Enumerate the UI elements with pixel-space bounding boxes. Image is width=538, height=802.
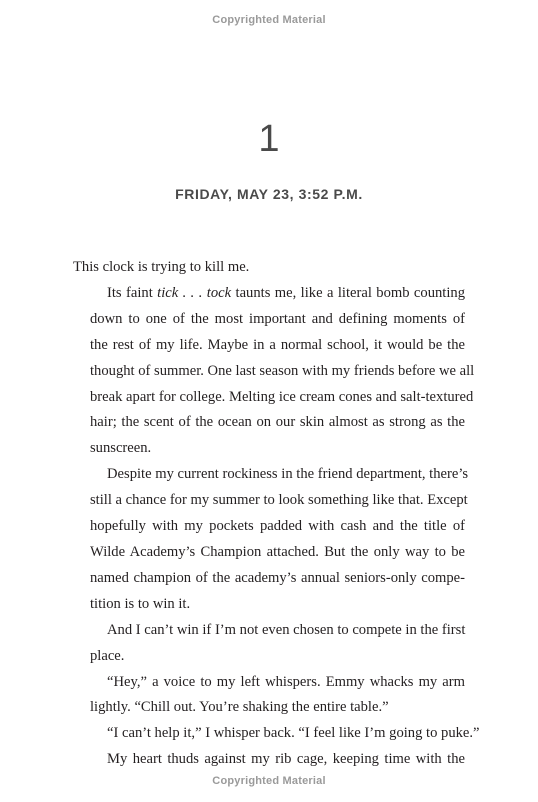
text-line: lightly. “Chill out. You’re shaking the entire table.” <box>90 699 389 716</box>
text-line: Despite my current rockiness in the friend department, there’s <box>107 466 469 483</box>
text-line: My heart thuds against my rib cage, keeping time with the <box>107 751 465 768</box>
text-line: hair; the scent of the ocean on our skin almost as strong as the <box>90 414 465 431</box>
text-fragment: taunts me, like a literal bomb counting <box>231 284 465 301</box>
text-line: place. <box>90 647 125 664</box>
paragraph <box>73 281 475 462</box>
emphasis-text: tick . . . tock <box>157 284 232 301</box>
text-line: thought of summer. One last season with my friends before we all <box>90 362 475 379</box>
text-fragment: Its faint <box>107 284 158 301</box>
text-line: break apart for college. Melting ice cream cones and salt-textured <box>90 388 474 405</box>
text-line: tition is to win it. <box>90 595 191 612</box>
text-line: down to one of the most important and defining moments of <box>90 310 465 327</box>
text-line: This clock is trying to kill me. <box>73 259 250 275</box>
chapter-heading: FRIDAY, MAY 23, 3:52 P.M. <box>175 186 363 202</box>
paragraph <box>73 721 480 747</box>
text-line: named champion of the academy’s annual seniors-only compe- <box>90 569 465 586</box>
text-line: And I can’t win if I’m not even chosen to compete in the first <box>107 621 466 638</box>
text-line: sunscreen. <box>90 440 152 457</box>
paragraph <box>73 618 465 670</box>
paragraph <box>73 670 465 722</box>
text-line: “I can’t help it,” I whisper back. “I feel like I’m going to puke.” <box>107 725 480 742</box>
paragraph <box>73 462 469 617</box>
paragraph <box>73 747 465 773</box>
text-line: hopefully with my pockets padded with cash and the title of <box>90 518 465 535</box>
copyright-watermark-bottom: Copyrighted Material <box>212 775 326 787</box>
chapter-body <box>73 255 480 773</box>
text-line: the rest of my life. Maybe in a normal school, it would be the <box>90 336 465 353</box>
text-line: Wilde Academy’s Champion attached. But the only way to be <box>90 543 465 560</box>
chapter-number: 1 <box>258 118 280 160</box>
copyright-watermark-top: Copyrighted Material <box>212 14 326 26</box>
text-line <box>73 281 465 307</box>
text-line: “Hey,” a voice to my left whispers. Emmy whacks my arm <box>107 673 465 690</box>
paragraph <box>73 255 465 281</box>
text-line: still a chance for my summer to look something like that. Except <box>90 492 468 509</box>
